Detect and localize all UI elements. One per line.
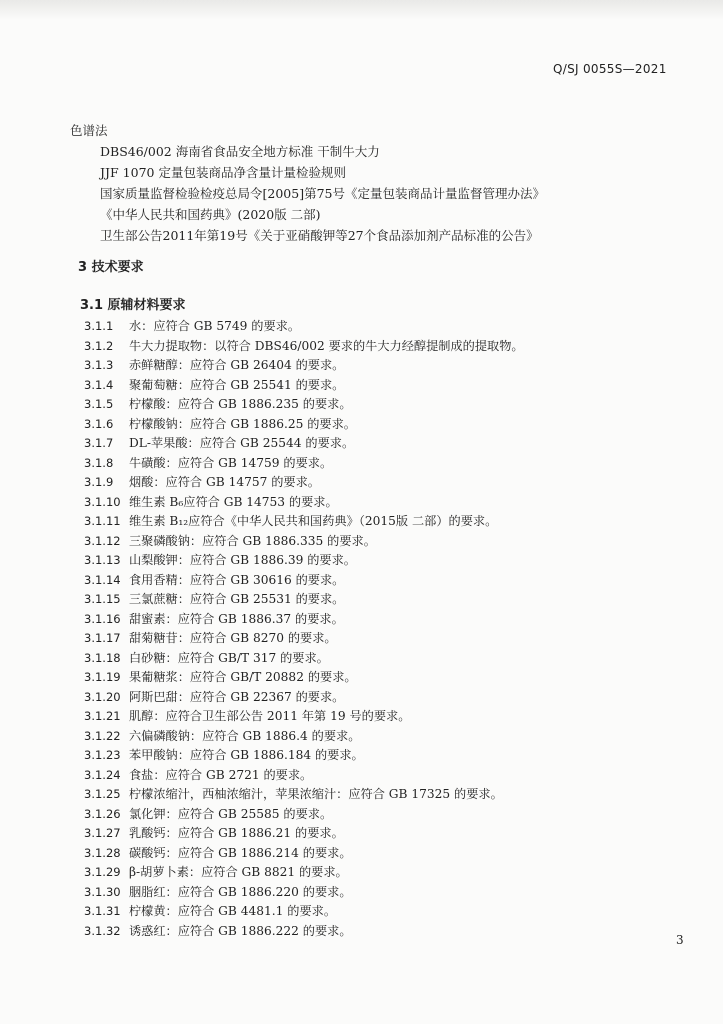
- clause-number: 3.1.5: [84, 397, 114, 411]
- clause-text: 六偏磷酸钠：应符合 GB 1886.4 的要求。: [129, 728, 361, 743]
- clause-text: 聚葡萄糖：应符合 GB 25541 的要求。: [129, 377, 345, 392]
- clause-number: 3.1.32: [84, 923, 121, 938]
- clause-item: [84, 629, 524, 649]
- clause-text: 山梨酸钾：应符合 GB 1886.39 的要求。: [129, 553, 356, 567]
- clause-number: 3.1.2: [84, 338, 114, 353]
- clause-item: [84, 785, 524, 805]
- clause-number: 3.1.18: [84, 650, 121, 665]
- clause-number: 3.1.11: [84, 514, 121, 528]
- clause-item: [84, 902, 524, 922]
- clause-item: [84, 532, 524, 552]
- clause-text: DL-苹果酸：应符合 GB 25544 的要求。: [129, 436, 355, 450]
- document-code: Q/SJ 0055S—2021: [553, 62, 667, 76]
- clause-text: 食用香精：应符合 GB 30616 的要求。: [129, 572, 345, 587]
- clause-number: 3.1.20: [84, 689, 121, 704]
- reference-head: 色谱法: [70, 123, 108, 138]
- clause-number: 3.1.25: [84, 787, 121, 801]
- clause-item: [84, 883, 524, 903]
- clause-item: [84, 473, 524, 493]
- clause-item: [84, 571, 524, 591]
- clause-number: 3.1.24: [84, 767, 121, 782]
- clause-text: 胭脂红：应符合 GB 1886.220 的要求。: [129, 884, 352, 899]
- clause-item: [84, 434, 524, 454]
- normative-references: [70, 120, 545, 246]
- clause-item: [84, 824, 524, 844]
- clause-number: 3.1.1: [84, 319, 114, 333]
- clause-item: [84, 551, 524, 571]
- clause-number: 3.1.26: [84, 806, 121, 821]
- clause-item: [84, 454, 524, 474]
- reference-item: JJF 1070 定量包装商品净含量计量检验规则: [100, 165, 346, 180]
- reference-item: 《中华人民共和国药典》(2020版 二部): [100, 207, 321, 222]
- clause-number: 3.1.28: [84, 845, 121, 860]
- clause-number: 3.1.27: [84, 826, 121, 840]
- clause-text: 柠檬酸钠：应符合 GB 1886.25 的要求。: [129, 416, 356, 431]
- clause-text: β-胡萝卜素：应符合 GB 8821 的要求。: [129, 865, 348, 879]
- clause-number: 3.1.9: [84, 475, 114, 489]
- clause-text: 柠檬浓缩汁，西柚浓缩汁，苹果浓缩汁：应符合 GB 17325 的要求。: [129, 787, 503, 801]
- clause-item: [84, 376, 524, 396]
- clause-number: 3.1.12: [84, 533, 121, 548]
- clause-number: 3.1.6: [84, 416, 114, 431]
- clause-item: [84, 493, 524, 513]
- clause-text: 乳酸钙：应符合 GB 1886.21 的要求。: [129, 826, 344, 840]
- clause-text: 水：应符合 GB 5749 的要求。: [129, 319, 301, 333]
- clause-text: 甜菊糖苷：应符合 GB 8270 的要求。: [129, 631, 337, 645]
- clause-number: 3.1.19: [84, 670, 121, 684]
- clause-item: [84, 649, 524, 669]
- subsection-heading-raw-materials: 3.1 原辅材料要求: [80, 298, 186, 313]
- clause-text: 烟酸：应符合 GB 14757 的要求。: [129, 475, 320, 489]
- clause-number: 3.1.31: [84, 904, 121, 918]
- clause-item: [84, 688, 524, 708]
- reference-item: 卫生部公告2011年第19号《关于亚硝酸钾等27个食品添加剂产品标准的公告》: [100, 228, 539, 243]
- clause-text: 果葡糖浆：应符合 GB/T 20882 的要求。: [129, 670, 357, 684]
- section-heading-technical-requirements: 3 技术要求: [78, 260, 144, 275]
- clause-number: 3.1.16: [84, 611, 121, 626]
- clause-text: 氯化钾：应符合 GB 25585 的要求。: [129, 806, 333, 821]
- clause-item: [84, 668, 524, 688]
- clause-text: 维生素 B₆应符合 GB 14753 的要求。: [129, 494, 338, 509]
- clause-text: 苯甲酸钠：应符合 GB 1886.184 的要求。: [129, 748, 364, 762]
- clause-number: 3.1.22: [84, 728, 121, 743]
- clause-item: [84, 356, 524, 376]
- clause-item: [84, 512, 524, 532]
- clause-text: 牛磺酸：应符合 GB 14759 的要求。: [129, 455, 333, 470]
- clause-number: 3.1.21: [84, 709, 121, 723]
- clause-text: 肌醇：应符合卫生部公告 2011 年第 19 号的要求。: [129, 709, 411, 723]
- clause-item: [84, 610, 524, 630]
- clause-number: 3.1.8: [84, 455, 114, 470]
- clause-text: 柠檬酸：应符合 GB 1886.235 的要求。: [129, 397, 352, 411]
- clause-number: 3.1.23: [84, 748, 121, 762]
- clause-item: [84, 922, 524, 942]
- clause-text: 牛大力提取物：以符合 DBS46/002 要求的牛大力经醇提制成的提取物。: [129, 338, 524, 353]
- clause-item: [84, 395, 524, 415]
- clause-item: [84, 844, 524, 864]
- clause-text: 食盐：应符合 GB 2721 的要求。: [129, 767, 313, 782]
- clause-item: [84, 863, 524, 883]
- clause-item: [84, 766, 524, 786]
- clause-text: 三氯蔗糖：应符合 GB 25531 的要求。: [129, 592, 345, 606]
- scan-edge-shadow: [0, 0, 723, 20]
- clause-item: [84, 337, 524, 357]
- clause-text: 三聚磷酸钠：应符合 GB 1886.335 的要求。: [129, 533, 376, 548]
- reference-item: 国家质量监督检验检疫总局令[2005]第75号《定量包装商品计量监督管理办法》: [100, 186, 545, 201]
- clause-number: 3.1.10: [84, 494, 121, 509]
- clause-text: 甜蜜素：应符合 GB 1886.37 的要求。: [129, 611, 344, 626]
- clause-number: 3.1.4: [84, 377, 114, 392]
- clause-item: [84, 590, 524, 610]
- clause-item: [84, 317, 524, 337]
- clause-number: 3.1.29: [84, 865, 121, 879]
- page-number: 3: [676, 933, 684, 947]
- clause-text: 碳酸钙：应符合 GB 1886.214 的要求。: [129, 845, 352, 860]
- clause-number: 3.1.30: [84, 884, 121, 899]
- clause-item: [84, 746, 524, 766]
- clause-text: 阿斯巴甜：应符合 GB 22367 的要求。: [129, 689, 345, 704]
- clause-number: 3.1.14: [84, 572, 121, 587]
- clause-number: 3.1.17: [84, 631, 121, 645]
- clause-number: 3.1.13: [84, 553, 121, 567]
- clause-text: 赤鲜糖醇：应符合 GB 26404 的要求。: [129, 358, 345, 372]
- clause-item: [84, 727, 524, 747]
- clause-text: 诱惑红：应符合 GB 1886.222 的要求。: [129, 923, 352, 938]
- clause-item: [84, 805, 524, 825]
- clause-number: 3.1.3: [84, 358, 114, 372]
- clause-text: 白砂糖：应符合 GB/T 317 的要求。: [129, 650, 329, 665]
- clause-item: [84, 415, 524, 435]
- clause-number: 3.1.7: [84, 436, 114, 450]
- clause-text: 维生素 B₁₂应符合《中华人民共和国药典》（2015版 二部）的要求。: [129, 514, 498, 528]
- reference-item: DBS46/002 海南省食品安全地方标准 干制牛大力: [100, 144, 380, 159]
- clause-text: 柠檬黄：应符合 GB 4481.1 的要求。: [129, 904, 337, 918]
- clause-number: 3.1.15: [84, 592, 121, 606]
- clause-list: [84, 317, 524, 941]
- clause-item: [84, 707, 524, 727]
